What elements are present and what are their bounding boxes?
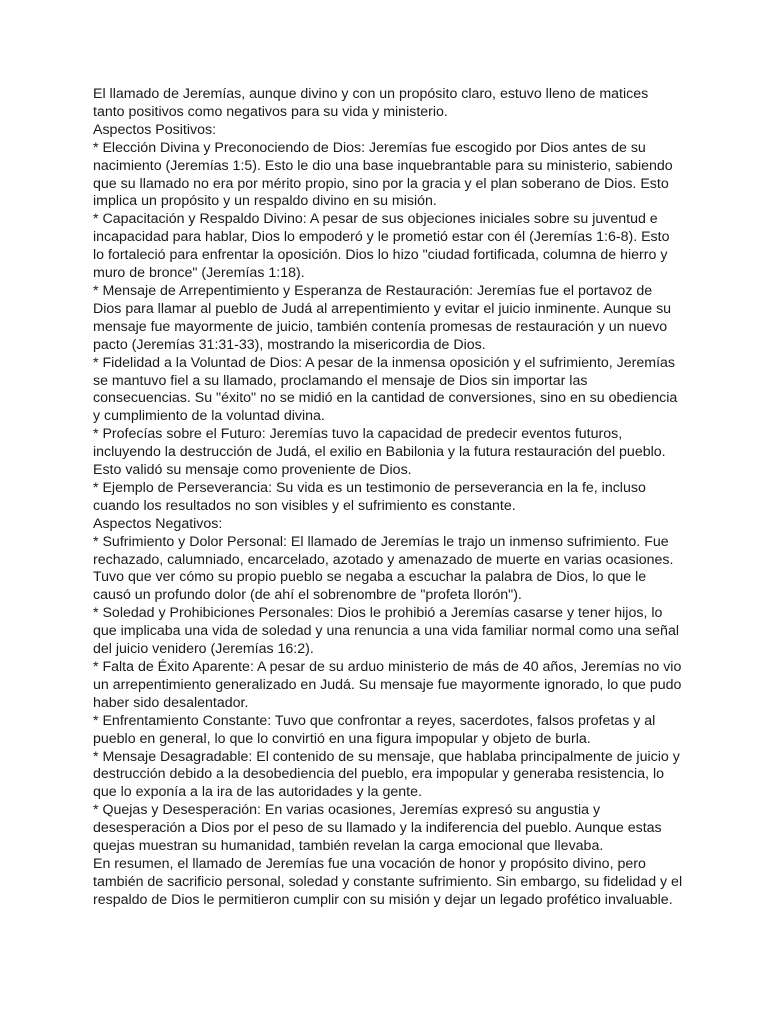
conclusion-paragraph: En resumen, el llamado de Jeremías fue una vocación de honor y propósito divino, pero también de sacrificio personal, soledad y constante sufrimiento. Sin embargo, su fidelidad y el respaldo de Dios le permitieron cumplir con su misión y dejar un legado profético invaluable.: [93, 855, 683, 908]
negative-item: * Mensaje Desagradable: El contenido de su mensaje, que hablaba principalmente de juicio y destrucción debido a la desobediencia del pueblo, era impopular y generaba resistencia, lo que lo exponía a la ira de las autoridades y la gente.: [93, 748, 680, 801]
intro-paragraph: El llamado de Jeremías, aunque divino y con un propósito claro, estuvo lleno de matices tanto positivos como negativos para su vida y ministerio.: [93, 86, 649, 120]
negative-item: * Sufrimiento y Dolor Personal: El llamado de Jeremías le trajo un inmenso sufrimiento. Fue rechazado, calumniado, encarcelado, azotado y amenazado de muerte en varias ocasiones. Tuvo que ver cómo su propio pueblo se negaba a escuchar la palabra de Dios, lo que le causó un profundo dolor (de ahí el sobrenombre de "profeta llorón").: [93, 533, 674, 604]
positives-heading: Aspectos Positivos:: [93, 121, 217, 138]
positive-item: * Ejemplo de Perseverancia: Su vida es un testimonio de perseverancia en la fe, incluso cuando los resultados no son visibles y el sufrimiento es constante.: [93, 479, 646, 514]
negative-item: * Falta de Éxito Aparente: A pesar de su arduo ministerio de más de 40 años, Jeremías no vio un arrepentimiento generalizado en Judá. Su mensaje fue mayormente ignorado, lo que pudo haber sido desalentador.: [93, 659, 682, 711]
positive-item: * Elección Divina y Preconociendo de Dios: Jeremías fue escogido por Dios antes de su nacimiento (Jeremías 1:5). Esto le dio una base inquebrantable para su ministerio, sabiendo que su llamado no era por mérito propio, sino por la gracia y el plan soberano de Dios. Esto implica un propósito y un respaldo divino en su misión.: [93, 139, 673, 210]
document-body: [93, 86, 683, 910]
negative-item: * Enfrentamiento Constante: Tuvo que confrontar a reyes, sacerdotes, falsos profetas y al pueblo en general, lo que lo convirtió en una figura impopular y objeto de burla.: [93, 712, 656, 747]
positive-item: * Capacitación y Respaldo Divino: A pesar de sus objeciones iniciales sobre su juventud e incapacidad para hablar, Dios lo empoderó y le prometió estar con él (Jeremías 1:6-8). Esto lo fortaleció para enfrentar la oposición. Dios lo hizo "ciudad fortificada, columna de hierro y muro de bronce" (Jeremías 1:18).: [93, 211, 670, 282]
positive-item: * Profecías sobre el Futuro: Jeremías tuvo la capacidad de predecir eventos futuros, incluyendo la destrucción de Judá, el exilio en Babilonia y la futura restauración del pueblo. Esto validó su mensaje como proveniente de Dios.: [93, 426, 666, 479]
negative-item: * Quejas y Desesperación: En varias ocasiones, Jeremías expresó su angustia y desesperación a Dios por el peso de su llamado y la indiferencia del pueblo. Aunque estas quejas muestran su humanidad, también revelan la carga emocional que llevaba.: [93, 802, 662, 855]
negative-item: * Soledad y Prohibiciones Personales: Dios le prohibió a Jeremías casarse y tener hijos, lo que implicaba una vida de soledad y una renuncia a una vida familiar normal como una señal del juicio venidero (Jeremías 16:2).: [93, 605, 679, 658]
positive-item: * Fidelidad a la Voluntad de Dios: A pesar de la inmensa oposición y el sufrimiento, Jeremías se mantuvo fiel a su llamado, proclamando el mensaje de Dios sin importar las consecuencias. Su "éxito" no se midió en la cantidad de conversiones, sino en su obediencia y cumplimiento de la voluntad divina.: [93, 354, 678, 425]
negatives-heading: Aspectos Negativos:: [93, 515, 223, 532]
positive-item: * Mensaje de Arrepentimiento y Esperanza de Restauración: Jeremías fue el portavoz de Dios para llamar al pueblo de Judá al arrepentimiento y evitar el juicio inminente. Aunque su mensaje fue mayormente de juicio, también contenía promesas de restauración y un nuevo pacto (Jeremías 31:31-33), mostrando la misericordia de Dios.: [93, 282, 672, 353]
